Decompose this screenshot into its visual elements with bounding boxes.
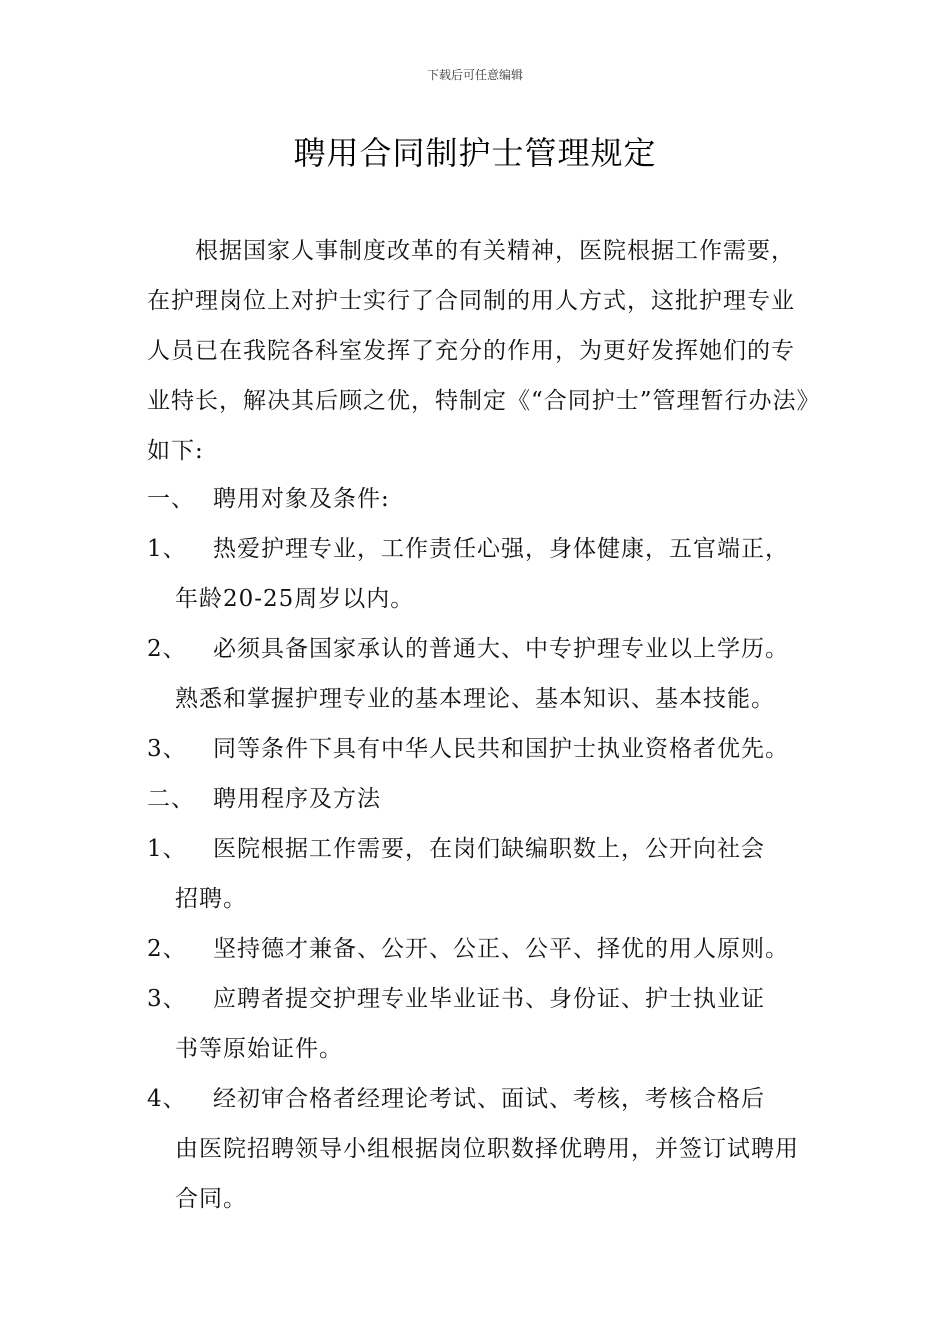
item-text: 坚持德才兼备、公开、公正、公平、择优的用人原则。 (213, 936, 789, 962)
list-item (147, 624, 812, 674)
item-number: 3、 (147, 736, 187, 762)
item-number: 1、 (147, 836, 187, 862)
item-number: 3、 (147, 986, 187, 1012)
section-list (147, 474, 812, 1224)
section-title: 聘用对象及条件: (213, 486, 390, 512)
intro-paragraph: 根据国家人事制度改革的有关精神，医院根据工作需要，在护理岗位上对护士实行了合同制的用人方式，这批护理专业人员已在我院各科室发挥了充分的作用，为更好发挥她们的专业特长，解决其后顾之优，特制定《“合同护士”管理暂行办法》如下: (147, 238, 810, 464)
header-note: 下载后可任意编辑 (426, 68, 523, 82)
item-text: 热爱护理专业，工作责任心强，身体健康，五官端正， (213, 536, 789, 562)
section-heading (147, 474, 812, 524)
item-number: 2、 (147, 936, 187, 962)
item-continuation: 书等原始证件。 (175, 1036, 343, 1062)
document-title: 聘用合同制护士管理规定 (293, 134, 657, 172)
item-continuation: 熟悉和掌握护理专业的基本理论、基本知识、基本技能。 (175, 686, 775, 712)
section-number: 二、 (147, 786, 195, 812)
item-continuation: 年龄20-25周岁以内。 (175, 586, 415, 612)
item-text: 医院根据工作需要，在岗们缺编职数上，公开向社会 (213, 836, 765, 862)
list-item (147, 724, 812, 774)
list-item (147, 974, 812, 1024)
section-title: 聘用程序及方法 (213, 786, 381, 812)
item-text: 必须具备国家承认的普通大、中专护理专业以上学历。 (213, 636, 789, 662)
item-text: 应聘者提交护理专业毕业证书、身份证、护士执业证 (213, 986, 765, 1012)
item-number: 2、 (147, 636, 187, 662)
item-text: 经初审合格者经理论考试、面试、考核，考核合格后 (213, 1086, 765, 1112)
section-heading (147, 774, 812, 824)
list-item (147, 824, 812, 874)
list-item (147, 524, 812, 574)
item-continuation: 由医院招聘领导小组根据岗位职数择优聘用，并签订试聘用合同。 (175, 1136, 799, 1212)
item-text: 同等条件下具有中华人民共和国护士执业资格者优先。 (213, 736, 789, 762)
item-number: 1、 (147, 536, 187, 562)
list-item (147, 1074, 812, 1124)
item-continuation: 招聘。 (175, 886, 247, 912)
section-number: 一、 (147, 486, 195, 512)
item-number: 4、 (147, 1086, 187, 1112)
list-item (147, 924, 812, 974)
